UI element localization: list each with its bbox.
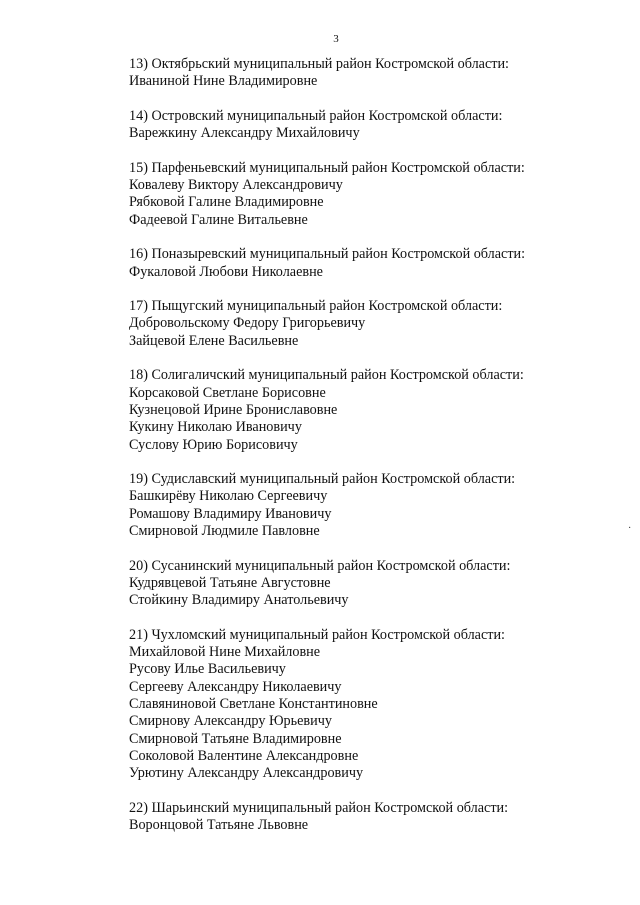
person-name: Кудрявцевой Татьяне Августовне xyxy=(129,574,331,591)
district-block xyxy=(129,298,619,350)
person-name: Стойкину Владимиру Анатольевичу xyxy=(129,592,349,609)
person-name: Фадеевой Галине Витальевне xyxy=(129,211,308,228)
person-name: Фукаловой Любови Николаевне xyxy=(129,263,323,280)
person-name: Кукину Николаю Ивановичу xyxy=(129,419,302,436)
person-name: Смирновой Людмиле Павловне xyxy=(129,523,320,540)
district-heading: 16) Поназыревский муниципальный район Костромской области: xyxy=(129,246,526,263)
person-name: Ромашову Владимиру Ивановичу xyxy=(129,505,332,522)
district-block xyxy=(129,108,619,143)
person-name: Михайловой Нине Михайловне xyxy=(129,644,321,661)
district-heading: 14) Островский муниципальный район Костромской области: xyxy=(129,107,503,124)
person-name: Корсаковой Светлане Борисовне xyxy=(129,384,326,401)
district-list xyxy=(129,56,619,852)
district-heading: 19) Судиславский муниципальный район Костромской области: xyxy=(129,471,516,488)
district-heading: 18) Солигаличский муниципальный район Костромской области: xyxy=(129,367,524,384)
district-heading: 22) Шарьинский муниципальный район Костромской области: xyxy=(129,799,509,816)
person-name: Урютину Александру Александровичу xyxy=(129,765,364,782)
person-name: Варежкину Александру Михайловичу xyxy=(129,125,360,142)
district-block xyxy=(129,56,619,91)
person-name: Добровольскому Федору Григорьевичу xyxy=(129,315,366,332)
district-block xyxy=(129,558,619,610)
person-name: Суслову Юрию Борисовичу xyxy=(129,436,298,453)
page-number: 3 xyxy=(333,33,339,45)
person-name: Иваниной Нине Владимировне xyxy=(129,73,318,90)
person-name: Соколовой Валентине Александровне xyxy=(129,747,359,764)
person-name: Смирновой Татьяне Владимировне xyxy=(129,730,342,747)
person-name: Зайцевой Елене Васильевне xyxy=(129,332,299,349)
person-name: Смирнову Александру Юрьевичу xyxy=(129,713,332,730)
person-name: Рябковой Галине Владимировне xyxy=(129,194,324,211)
person-name: Сергееву Александру Николаевичу xyxy=(129,678,342,695)
person-name: Ковалеву Виктору Александровичу xyxy=(129,177,343,194)
scan-edge-mark: · xyxy=(628,523,632,534)
district-heading: 13) Октябрьский муниципальный район Костромской области: xyxy=(129,56,509,72)
district-heading: 17) Пыщугский муниципальный район Костромской области: xyxy=(129,298,503,315)
district-block xyxy=(129,160,619,229)
district-block xyxy=(129,800,619,835)
district-block xyxy=(129,627,619,783)
person-name: Башкирёву Николаю Сергеевичу xyxy=(129,488,328,505)
district-heading: 21) Чухломский муниципальный район Костромской области: xyxy=(129,626,505,643)
district-heading: 15) Парфеньевский муниципальный район Костромской области: xyxy=(129,159,525,176)
district-block xyxy=(129,246,619,281)
person-name: Кузнецовой Ирине Брониславовне xyxy=(129,401,338,418)
district-heading: 20) Сусанинский муниципальный район Костромской области: xyxy=(129,557,511,574)
person-name: Славяниновой Светлане Константиновне xyxy=(129,695,378,712)
district-block xyxy=(129,367,619,453)
person-name: Воронцовой Татьяне Львовне xyxy=(129,817,309,834)
district-block xyxy=(129,471,619,540)
person-name: Русову Илье Васильевичу xyxy=(129,661,286,678)
